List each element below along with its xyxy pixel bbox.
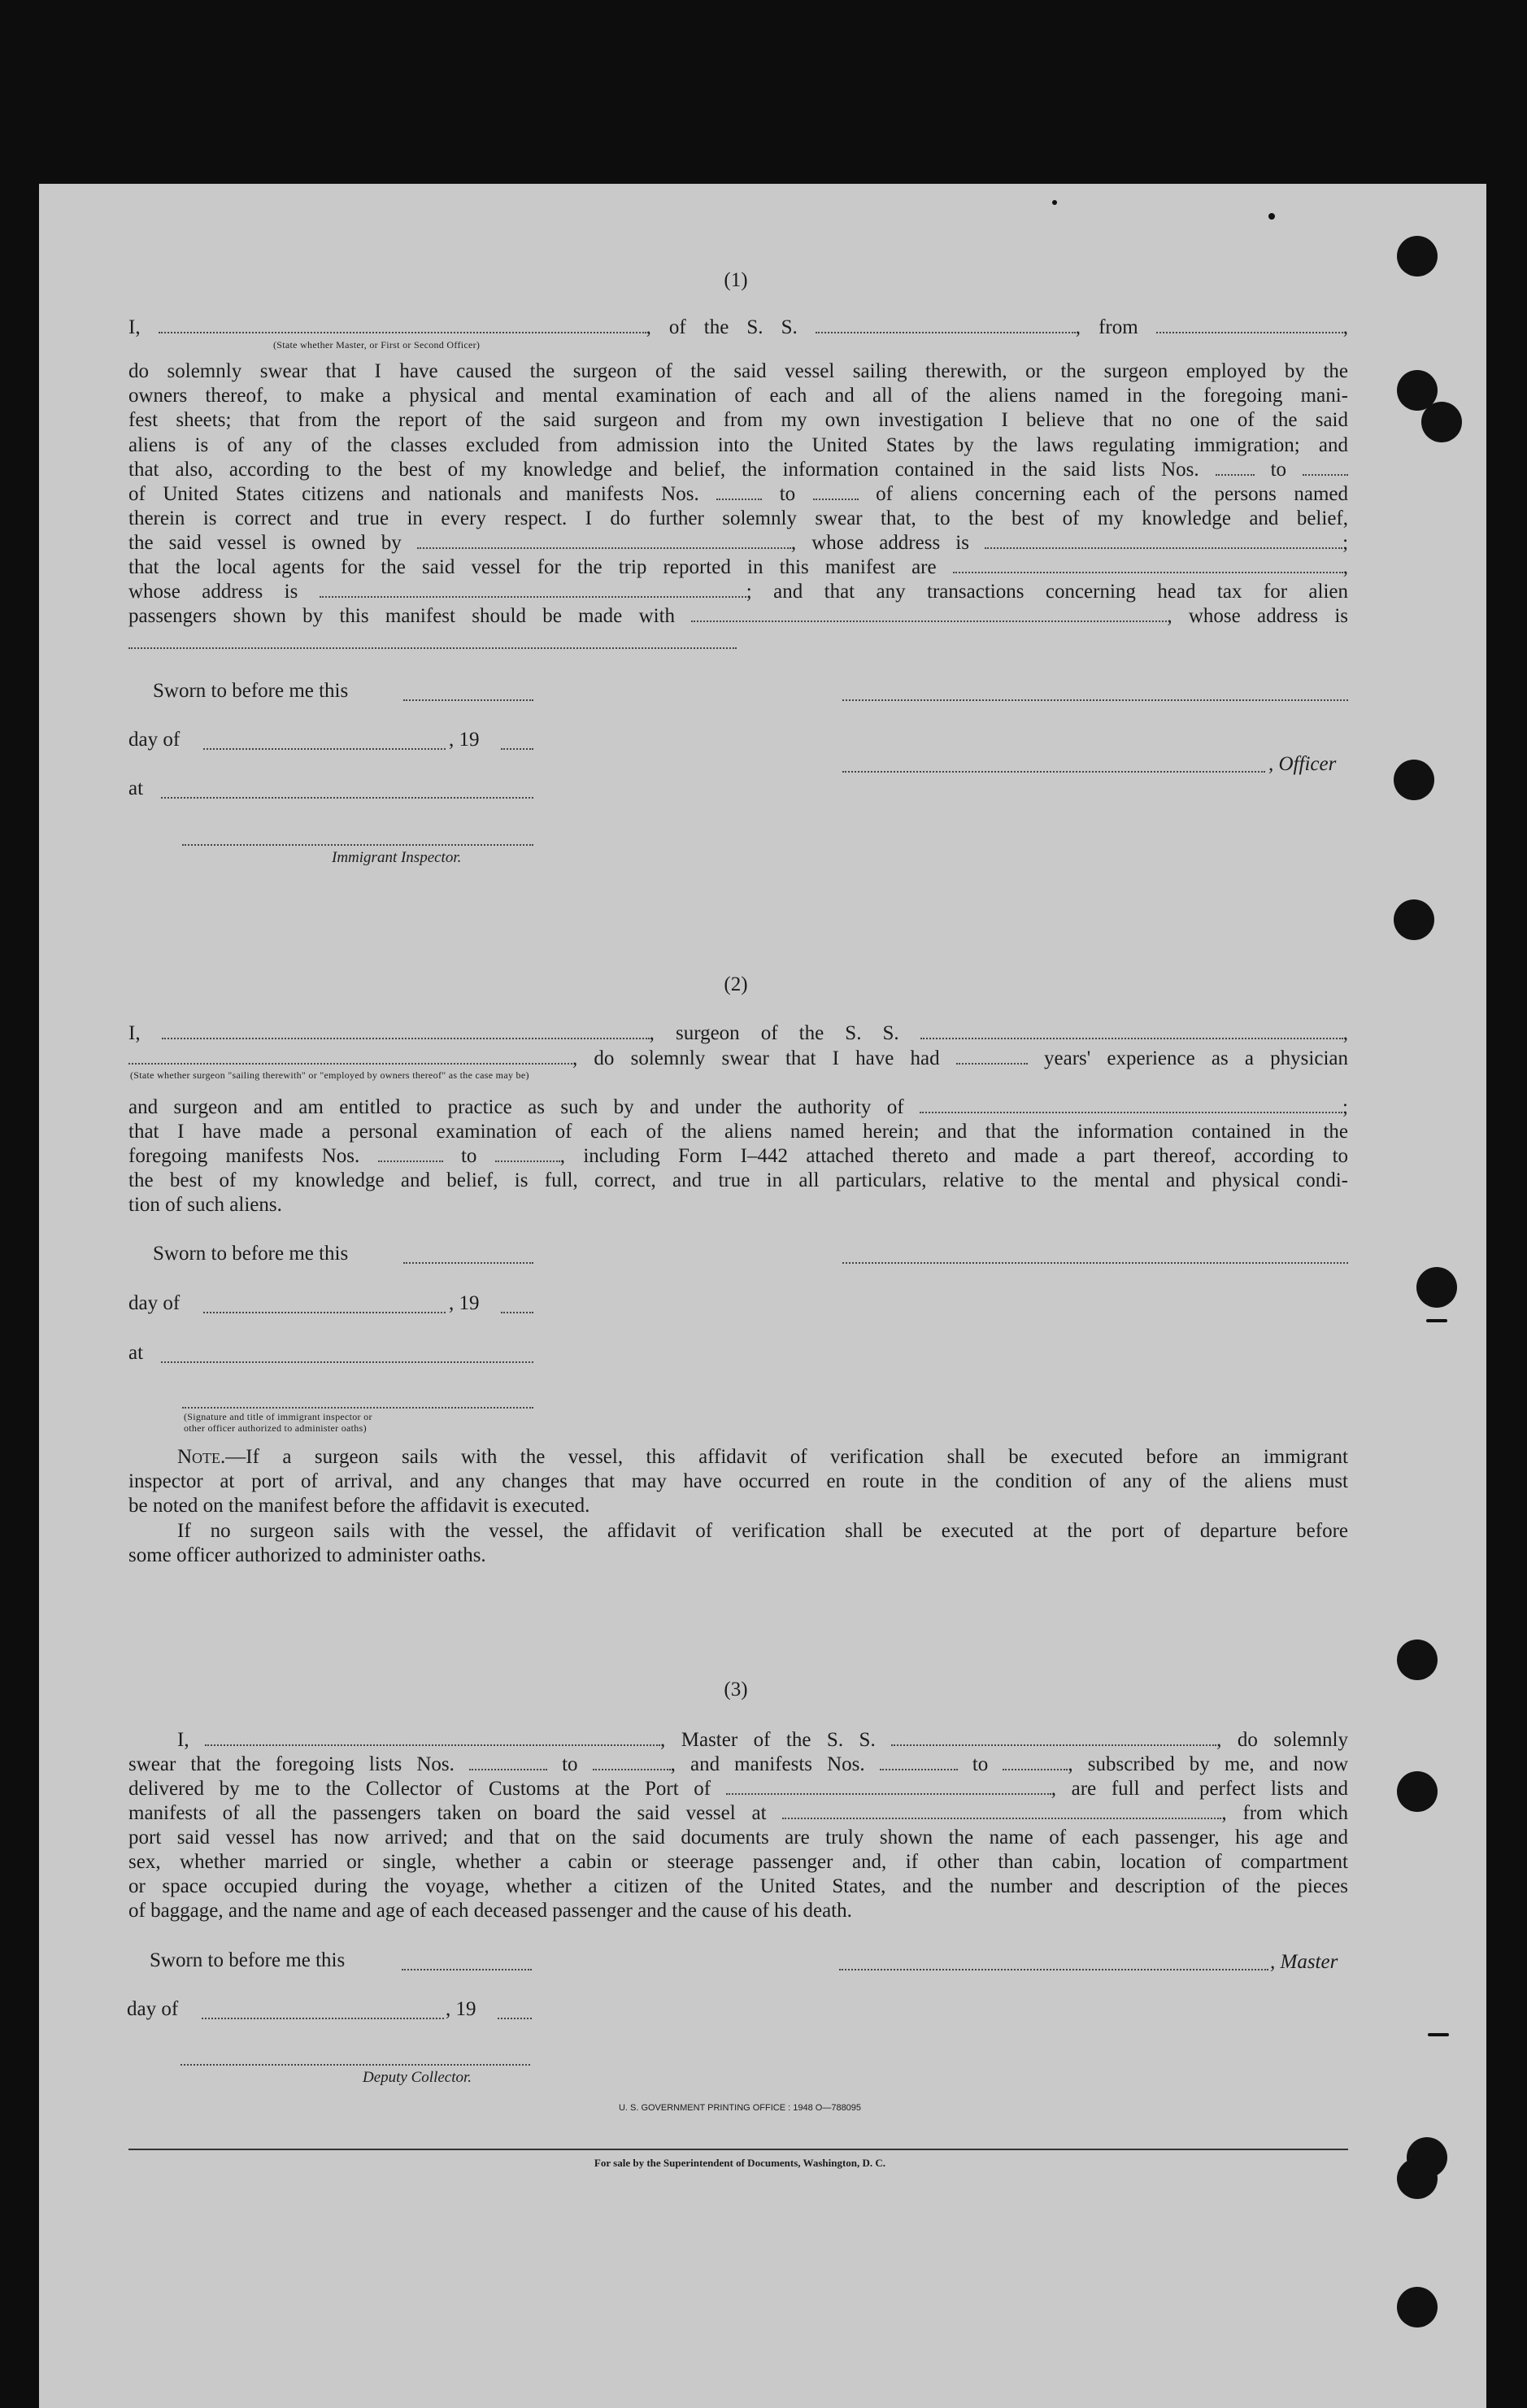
label: , and manifests Nos. bbox=[670, 1753, 865, 1775]
sec1-line-1 bbox=[128, 316, 1348, 340]
label: of United States citizens and nationals and manifests Nos. bbox=[128, 483, 699, 505]
label: ; and that any transactions concerning head tax for alien bbox=[746, 581, 1349, 603]
from-port-field[interactable] bbox=[1156, 319, 1343, 333]
sec1-line-agents bbox=[128, 555, 1348, 580]
section-2-number: (2) bbox=[724, 973, 748, 995]
sec1-text-line: fest sheets; that from the report of the said surgeon and from my own investigation I believe that no one of the said bbox=[128, 409, 1348, 431]
manifest-to-field[interactable] bbox=[495, 1147, 560, 1162]
label: , bbox=[1342, 556, 1349, 578]
inspector-signature-line[interactable] bbox=[182, 1407, 533, 1409]
label: that the local agents for the said vessel for the trip reported in this manifest are bbox=[128, 556, 937, 578]
sec3-line-3 bbox=[128, 1777, 1348, 1801]
owner-address-field[interactable] bbox=[985, 534, 1342, 549]
sec2-line-manifests bbox=[128, 1144, 1348, 1169]
section-3-number: (3) bbox=[724, 1679, 748, 1700]
list-no-to-field[interactable] bbox=[1303, 461, 1348, 476]
binder-hole-8 bbox=[1397, 1771, 1438, 1812]
master-vessel-field[interactable] bbox=[891, 1731, 1216, 1746]
label: , subscribed by me, and now bbox=[1068, 1753, 1349, 1775]
at-place-field[interactable] bbox=[161, 797, 533, 799]
label: foregoing manifests Nos. bbox=[128, 1145, 360, 1167]
field-caption: (State whether Master, or First or Second Officer) bbox=[273, 339, 481, 351]
label: to bbox=[1270, 459, 1287, 481]
list-no-from-field[interactable] bbox=[1216, 461, 1255, 476]
lists-to-field[interactable] bbox=[593, 1756, 671, 1770]
officer-signature-line-1[interactable] bbox=[842, 699, 1348, 701]
note-line: be noted on the manifest before the affidavit is executed. bbox=[128, 1495, 590, 1517]
label: that also, according to the best of my knowledge and belief, the information contained in the said lists Nos. bbox=[128, 459, 1199, 481]
boarding-port-field[interactable] bbox=[782, 1805, 1221, 1819]
note-line bbox=[177, 1445, 1348, 1470]
binder-hole-1 bbox=[1397, 236, 1438, 277]
speck bbox=[1052, 200, 1057, 205]
manifest-no-from-field[interactable] bbox=[716, 486, 762, 500]
master-signature-line[interactable] bbox=[839, 1969, 1268, 1970]
master-name-field[interactable] bbox=[205, 1731, 660, 1746]
sec3-line-2 bbox=[128, 1753, 1348, 1777]
year-label: , 19 bbox=[449, 1292, 480, 1314]
binder-hole-3 bbox=[1421, 402, 1462, 442]
lists-from-field[interactable] bbox=[469, 1756, 547, 1770]
year-field[interactable] bbox=[501, 1312, 533, 1313]
label: , do solemnly swear that I have had bbox=[572, 1047, 940, 1069]
owner-field[interactable] bbox=[417, 534, 791, 549]
sec1-text-line: do solemnly swear that I have caused the surgeon of the said vessel sailing therewith, or the surgeon employed by the bbox=[128, 360, 1348, 382]
sec3-line-4 bbox=[128, 1801, 1348, 1826]
binder-hole-4 bbox=[1394, 760, 1434, 800]
manifest-no-to-field[interactable] bbox=[813, 486, 859, 500]
sec3-text-line: of baggage, and the name and age of each deceased passenger and the cause of his death. bbox=[128, 1900, 852, 1922]
label: , including Form I–442 attached thereto and made a part thereof, according to bbox=[559, 1145, 1349, 1167]
label: manifests of all the passengers taken on board the said vessel at bbox=[128, 1802, 767, 1824]
label: years' experience as a physician bbox=[1044, 1047, 1348, 1069]
signature-caption: (Signature and title of immigrant inspector or bbox=[184, 1411, 372, 1422]
label: whose address is bbox=[128, 581, 298, 603]
sec1-text-line: owners thereof, to make a physical and mental examination of each and all of the aliens named in the foregoing mani- bbox=[128, 385, 1348, 407]
year-field[interactable] bbox=[498, 2018, 532, 2019]
officer-rank-field[interactable] bbox=[159, 319, 646, 333]
master-label: , Master bbox=[1270, 1951, 1338, 1973]
label: , Master of the S. S. bbox=[660, 1729, 876, 1751]
field-caption: (State whether surgeon "sailing therewith" or "employed by owners thereof" as the case may be) bbox=[130, 1069, 529, 1081]
year-label: , 19 bbox=[449, 729, 480, 751]
surgeon-status-field[interactable] bbox=[128, 1050, 572, 1065]
surgeon-signature-line[interactable] bbox=[842, 1262, 1348, 1264]
sworn-date-field[interactable] bbox=[402, 1969, 532, 1970]
sec2-text-line: that I have made a personal examination of each of the aliens named herein; and that the information contained in the bbox=[128, 1121, 1348, 1143]
label: swear that the foregoing lists Nos. bbox=[128, 1753, 455, 1775]
speck bbox=[1268, 213, 1275, 220]
year-label: , 19 bbox=[446, 1998, 476, 2020]
surgeon-name-field[interactable] bbox=[162, 1025, 650, 1039]
sec3-line-1 bbox=[177, 1728, 1348, 1753]
local-agents-field[interactable] bbox=[953, 559, 1343, 573]
speck bbox=[1428, 2033, 1449, 2036]
note-text: —If a surgeon sails with the vessel, this affidavit of verification shall be executed before an immigrant bbox=[225, 1446, 1348, 1468]
vessel-name-field[interactable] bbox=[816, 319, 1076, 333]
note-line: If no surgeon sails with the vessel, the affidavit of verification shall be executed at the port of departure before bbox=[177, 1520, 1348, 1542]
sec3-text-line: sex, whether married or single, whether a cabin or steerage passenger and, if other than cabin, location of compartment bbox=[128, 1851, 1348, 1873]
officer-label: , Officer bbox=[1268, 753, 1337, 775]
officer-signature-line-2[interactable] bbox=[842, 771, 1265, 773]
sec1-line-agent-address bbox=[128, 580, 1348, 604]
label: , from which bbox=[1221, 1802, 1349, 1824]
label: to bbox=[972, 1753, 989, 1775]
label: I, bbox=[177, 1729, 189, 1751]
label: , surgeon of the S. S. bbox=[649, 1022, 899, 1044]
footer-rule bbox=[128, 2149, 1348, 2150]
section-1-number: (1) bbox=[724, 269, 748, 291]
label: , from bbox=[1075, 316, 1138, 338]
sec2-text-line: tion of such aliens. bbox=[128, 1194, 282, 1216]
sec1-text-line: therein is correct and true in every respect. I do further solemnly swear that, to the best of my knowledge and belief, bbox=[128, 507, 1348, 529]
sworn-label: Sworn to before me this bbox=[150, 1949, 346, 1971]
label: I, bbox=[128, 1022, 141, 1044]
sec1-line-manifests bbox=[128, 482, 1348, 507]
manifests-from-field[interactable] bbox=[880, 1756, 958, 1770]
authority-field[interactable] bbox=[920, 1099, 1342, 1113]
sec1-line-lists bbox=[128, 458, 1348, 482]
at-label: at bbox=[128, 777, 144, 799]
note-label: Note. bbox=[177, 1446, 226, 1468]
sworn-label: Sworn to before me this bbox=[153, 1243, 349, 1265]
surgeon-vessel-field[interactable] bbox=[920, 1025, 1343, 1039]
label: , bbox=[1342, 1022, 1348, 1044]
inspector-label: Immigrant Inspector. bbox=[332, 849, 462, 866]
binder-hole-7 bbox=[1397, 1639, 1438, 1680]
day-month-field[interactable] bbox=[203, 748, 446, 750]
head-tax-address-field[interactable] bbox=[128, 647, 737, 649]
label: delivered by me to the Collector of Customs at the Port of bbox=[128, 1778, 711, 1800]
head-tax-party-field[interactable] bbox=[691, 607, 1167, 622]
at-place-field[interactable] bbox=[161, 1361, 533, 1363]
label: I, bbox=[128, 316, 141, 338]
sec2-line-1 bbox=[128, 1021, 1348, 1046]
label: , of the S. S. bbox=[646, 316, 798, 338]
label: , whose address is bbox=[790, 532, 969, 554]
day-label: day of bbox=[128, 729, 181, 751]
day-label: day of bbox=[128, 1292, 181, 1314]
port-field[interactable] bbox=[726, 1780, 1051, 1795]
label: and surgeon and am entitled to practice as such by and under the authority of bbox=[128, 1096, 904, 1118]
label: ; bbox=[1342, 1096, 1348, 1118]
agents-address-field[interactable] bbox=[320, 583, 746, 598]
day-label: day of bbox=[127, 1998, 179, 2020]
day-month-field[interactable] bbox=[202, 2018, 444, 2019]
year-field[interactable] bbox=[501, 748, 533, 750]
deputy-label: Deputy Collector. bbox=[363, 2069, 472, 2086]
sec1-text-line: aliens is of any of the classes excluded from admission into the United States by the laws regulating immigration; and bbox=[128, 434, 1348, 456]
binder-hole-5 bbox=[1394, 899, 1434, 940]
manifests-to-field[interactable] bbox=[1003, 1756, 1068, 1770]
label: , do solemnly bbox=[1216, 1729, 1349, 1751]
label: , are full and perfect lists and bbox=[1051, 1778, 1349, 1800]
speck bbox=[1426, 1319, 1447, 1322]
label: ; bbox=[1342, 532, 1349, 554]
sworn-date-field[interactable] bbox=[403, 699, 533, 701]
sec3-text-line: port said vessel has now arrived; and that on the said documents are truly shown the name of each passenger, his age and bbox=[128, 1827, 1348, 1848]
years-experience-field[interactable] bbox=[956, 1050, 1028, 1065]
sec1-line-head-tax bbox=[128, 604, 1348, 629]
binder-hole-10 bbox=[1397, 2158, 1438, 2199]
label: , bbox=[1342, 316, 1348, 338]
label: the said vessel is owned by bbox=[128, 532, 402, 554]
label: , whose address is bbox=[1167, 605, 1348, 627]
deputy-signature-line[interactable] bbox=[181, 2064, 530, 2066]
sworn-date-field[interactable] bbox=[403, 1262, 533, 1264]
signature-caption: other officer authorized to administer oaths) bbox=[184, 1422, 367, 1434]
sec2-line-2 bbox=[128, 1047, 1348, 1071]
label: of aliens concerning each of the persons named bbox=[876, 483, 1349, 505]
at-label: at bbox=[128, 1342, 144, 1364]
sec2-text-line: the best of my knowledge and belief, is full, correct, and true in all particulars, relative to the mental and physical condi- bbox=[128, 1169, 1348, 1191]
note-line: some officer authorized to administer oaths. bbox=[128, 1544, 486, 1566]
sale-notice: For sale by the Superintendent of Documents, Washington, D. C. bbox=[594, 2157, 886, 2169]
gpo-imprint: U. S. GOVERNMENT PRINTING OFFICE : 1948 O—788095 bbox=[618, 2103, 862, 2113]
sworn-label: Sworn to before me this bbox=[153, 680, 349, 702]
manifest-from-field[interactable] bbox=[378, 1147, 443, 1162]
label: to bbox=[562, 1753, 578, 1775]
day-month-field[interactable] bbox=[203, 1312, 446, 1313]
note-line: inspector at port of arrival, and any changes that may have occurred en route in the condition of any of the aliens must bbox=[128, 1470, 1348, 1492]
sec2-line-authority bbox=[128, 1095, 1348, 1120]
label: to bbox=[460, 1145, 477, 1167]
label: to bbox=[779, 483, 796, 505]
binder-hole-6 bbox=[1416, 1267, 1457, 1308]
sec3-text-line: or space occupied during the voyage, whether a citizen of the United States, and the number and description of the pieces bbox=[128, 1875, 1348, 1897]
sec1-line-owner bbox=[128, 531, 1348, 555]
binder-hole-11 bbox=[1397, 2287, 1438, 2327]
label: passengers shown by this manifest should be made with bbox=[128, 605, 676, 627]
